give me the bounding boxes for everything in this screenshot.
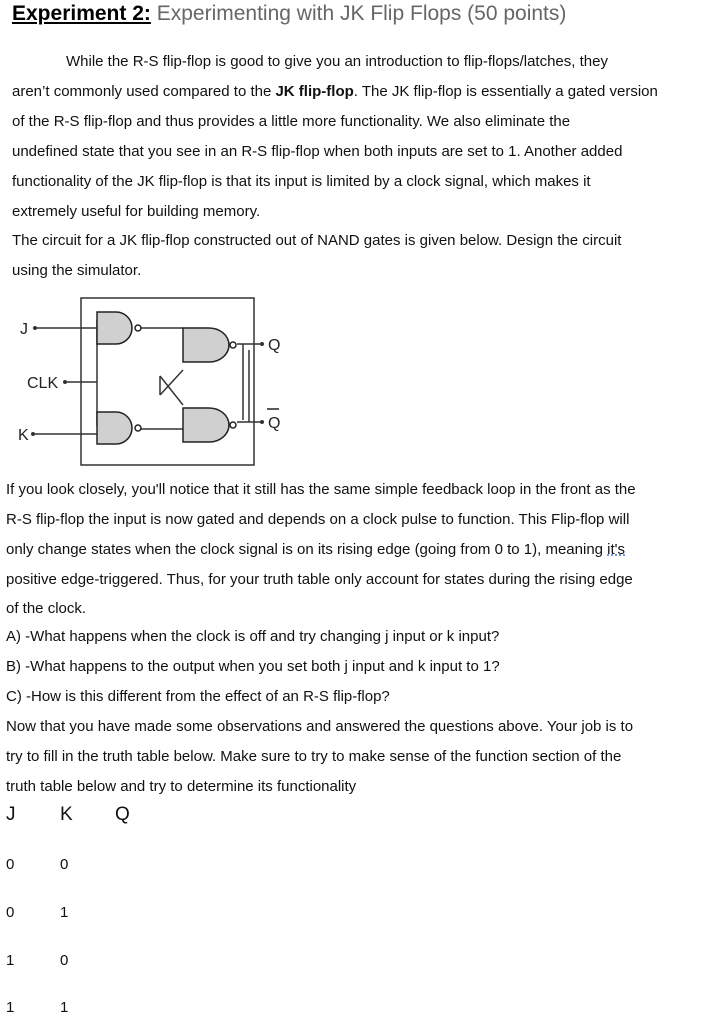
table-cell-j: 0 [6, 904, 15, 921]
table-cell-j: 1 [6, 952, 15, 969]
k-label: K [18, 427, 29, 444]
intro-line-7: The circuit for a JK flip-flop constructed out of NAND gates is given below. Design the circuit [12, 232, 622, 249]
jk-flip-flop-term: JK flip-flop [275, 83, 354, 100]
q-terminal [260, 342, 264, 346]
table-header-j: J [6, 804, 16, 825]
clk-label: CLK [27, 375, 59, 392]
body-line-3 [6, 540, 625, 560]
intro-line-2 [12, 82, 658, 102]
table-cell-j: 0 [6, 856, 15, 873]
question-c: C) -How is this different from the effect of an R-S flip-flop? [6, 688, 390, 705]
nand-bubble [230, 342, 236, 348]
qbar-terminal [260, 420, 264, 424]
body-line-2: R-S flip-flop the input is now gated and depends on a clock pulse to function. This Flip-flop will [6, 511, 630, 528]
intro-text: . The JK flip-flop is essentially a gated version [353, 83, 658, 100]
intro-line-5: functionality of the JK flip-flop is that its input is limited by a clock signal, which makes it [12, 173, 591, 190]
intro-line-4: undefined state that you see in an R-S flip-flop when both inputs are set to 1. Another added [12, 143, 623, 160]
body-line-5: of the clock. [6, 600, 87, 617]
j-terminal [33, 326, 37, 330]
nand-bubble [135, 425, 141, 431]
body-line-1: If you look closely, you'll notice that it still has the same simple feedback loop in the front as the [6, 481, 636, 498]
qbar-label: Q [268, 415, 281, 432]
question-b: B) -What happens to the output when you set both j input and k input to 1? [6, 658, 500, 675]
intro-line-6: extremely useful for building memory. [12, 203, 261, 220]
body-line-4: positive edge-triggered. Thus, for your truth table only account for states during the rising edge [6, 571, 633, 588]
question-a: A) -What happens when the clock is off and try changing j input or k input? [6, 628, 500, 645]
table-cell-j: 1 [6, 999, 15, 1016]
k-terminal [31, 432, 35, 436]
intro-text: aren’t commonly used compared to the [12, 83, 276, 100]
table-cell-k: 1 [60, 999, 69, 1016]
experiment-title [12, 0, 566, 28]
table-cell-k: 0 [60, 952, 69, 969]
table-cell-k: 1 [60, 904, 69, 921]
intro-line-3: of the R-S flip-flop and thus provides a little more functionality. We also eliminate the [12, 113, 571, 130]
jk-flip-flop-circuit-diagram [0, 290, 320, 475]
nand-bubble [230, 422, 236, 428]
q-label: Q [268, 337, 281, 354]
closing-line-1: Now that you have made some observations and answered the questions above. Your job is to [6, 718, 634, 735]
experiment-subtitle: Experimenting with JK Flip Flops (50 points) [150, 2, 567, 25]
intro-line-1: While the R-S flip-flop is good to give you an introduction to flip-flops/latches, they [66, 53, 608, 70]
intro-line-8: using the simulator. [12, 262, 142, 279]
table-header-q: Q [115, 804, 130, 825]
nand-gate-4 [183, 408, 229, 442]
closing-line-2: try to fill in the truth table below. Make sure to try to make sense of the function section of the [6, 748, 622, 765]
table-header-k: K [60, 804, 73, 825]
experiment-label: Experiment 2: [12, 2, 151, 25]
flagged-word: it's [607, 541, 626, 558]
clk-terminal [63, 380, 67, 384]
nand-gate-3 [183, 328, 229, 362]
table-cell-k: 0 [60, 856, 69, 873]
nand-gate-2 [97, 412, 132, 444]
body-text: only change states when the clock signal is on its rising edge (going from 0 to 1), meaning [6, 541, 608, 558]
nand-gate-1 [97, 312, 132, 344]
nand-bubble [135, 325, 141, 331]
closing-line-3: truth table below and try to determine its functionality [6, 778, 357, 795]
j-label: J [20, 321, 28, 338]
